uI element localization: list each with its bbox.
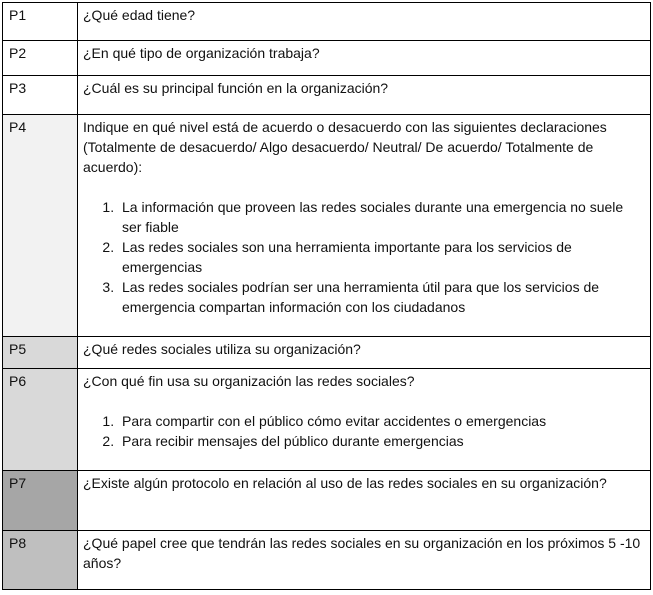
question-code: P3 [3,76,78,115]
purpose-list [83,411,646,451]
question-code: P1 [3,3,78,41]
statement-item: 2. Las redes sociales son una herramienta importante para los servicios de emergencias [118,237,646,277]
statement-list [83,197,646,317]
question-code: P2 [3,41,78,76]
question-text: ¿En qué tipo de organización trabaja? [78,41,651,76]
purpose-item: 1. Para compartir con el público cómo evitar accidentes o emergencias [118,411,646,431]
question-row [3,471,651,531]
question-text: ¿Con qué fin usa su organización las redes sociales? [83,373,415,389]
question-text: ¿Qué edad tiene? [78,3,651,41]
question-row [3,76,651,115]
question-row [3,337,651,369]
questionnaire-table [2,2,651,590]
question-text: ¿Cuál es su principal función en la organización? [78,76,651,115]
statement-item: 3. Las redes sociales podrían ser una herramienta útil para que los servicios de emergencia compartan información con los ciudadanos [118,277,646,317]
question-row [3,3,651,41]
question-text: ¿Existe algún protocolo en relación al uso de las redes sociales en su organización? [78,471,651,531]
question-cell [78,115,651,337]
purpose-item: 2. Para recibir mensajes del público durante emergencias [118,431,646,451]
question-code: P6 [3,369,78,471]
question-text: ¿Qué redes sociales utiliza su organización? [78,337,651,369]
question-cell [78,369,651,471]
question-code: P7 [3,471,78,531]
question-row [3,115,651,337]
question-text: Indique en qué nivel está de acuerdo o desacuerdo con las siguientes declaraciones (Totalmente de desacuerdo/ Algo desacuerdo/ Neutral/ De acuerdo/ Totalmente de acuerdo): [83,119,607,175]
question-row [3,41,651,76]
question-row [3,531,651,590]
question-code: P5 [3,337,78,369]
question-row [3,369,651,471]
question-code: P8 [3,531,78,590]
question-code: P4 [3,115,78,337]
question-text: ¿Qué papel cree que tendrán las redes sociales en su organización en los próximos 5 -10 años? [78,531,651,590]
statement-item: 1. La información que proveen las redes sociales durante una emergencia no suele ser fiable [118,197,646,237]
